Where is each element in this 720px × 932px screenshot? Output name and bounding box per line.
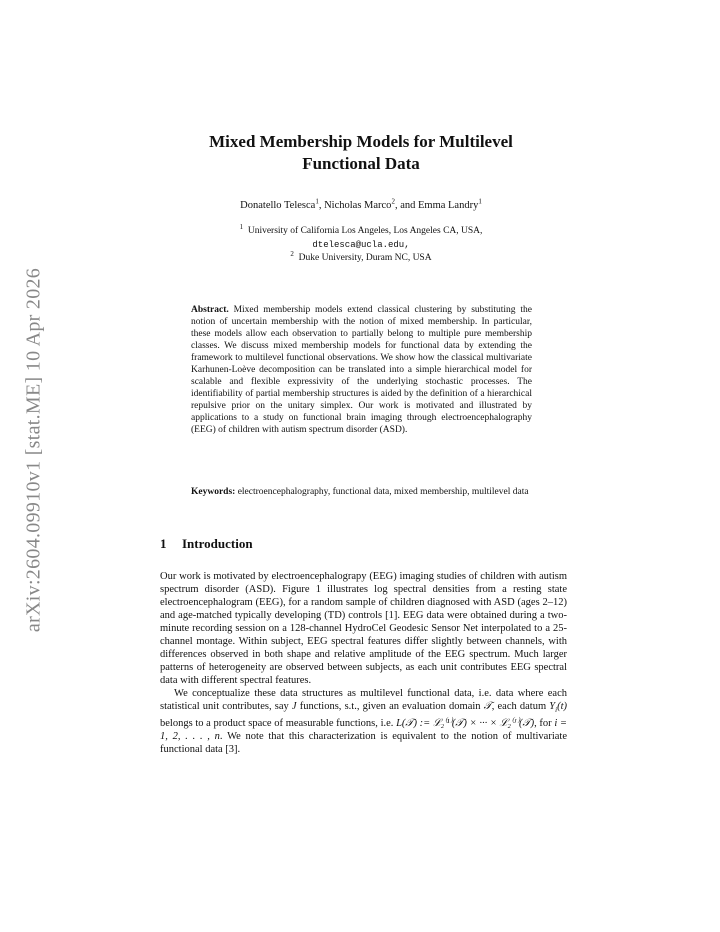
affil-mark: 1 — [239, 222, 244, 231]
author-list: Donatello Telesca$^1$, Nicholas Marco$^2$, and Emma Landry$^1$ — [240, 197, 482, 211]
math-symbol: Y — [549, 701, 556, 712]
section-number: 1 — [160, 536, 167, 551]
text-run: , for — [534, 718, 555, 730]
title-line-2: Functional Data — [302, 154, 420, 173]
abstract — [191, 304, 532, 436]
affil-text: Duke University, Duram NC, USA — [298, 253, 432, 263]
math-symbol: 𝒯 — [483, 701, 492, 712]
author-name: Emma Landry — [417, 200, 479, 211]
affil-mark: 2 — [290, 249, 294, 258]
section-heading — [160, 536, 253, 552]
author-affil-mark: 1 — [315, 197, 319, 206]
text-run: functions, s.t., given an evaluation domain — [296, 701, 484, 712]
title-line-1: Mixed Membership Models for Multilevel — [209, 132, 513, 151]
paragraph-1: Our work is motivated by electroencephalograpy (EEG) imaging studies of children with autism spectrum disorder (ASD). Figure 1 illustrates log spectral densities from a resting state electroencephalogram (EEG), for a random sample of children diagnosed with ASD (ages 2–12) and age-matched typically developing (TD) controls [1]. EEG data were obtained during a two-minute recording session on a 128-channel HydroCel Geodesic Sensor Net interpolated to a 25-channel montage. Within subject, EEG spectral features differ slightly between channels, with differences observed in both shape and relative amplitude of the EEG spectrum. Much larger patterns of heterogeneity are observed between subjects, as each unit contributes EEG spectral data with different spectral features. — [160, 571, 567, 686]
paper-title — [160, 131, 562, 175]
author-affil-mark: 1 — [478, 197, 482, 206]
abstract-text: Mixed membership models extend classical clustering by substituting the notion of uncertain membership with the notion of mixed membership. In particular, these models allow each observation to partially belong to multiple pure membership classes. We discuss mixed membership models for functional data by extending the framework to multilevel functional observations. We show how the classical multivariate Karhunen-Loève decomposition can be translated into a simple hierarchical model for scalable and flexible expressivity of the underlying stochastic processes. The identifiability of partial membership structures is aided by the definition of a hierarchical repulsive prior on the unitary simplex. Our work is motivated and illustrated by applications to a study on functional brain imaging through electroencephalography (EEG) of children with autism spectrum disorder (ASD). — [191, 305, 533, 435]
affiliation-1 — [160, 222, 562, 239]
author-name: Donatello Telesca — [240, 200, 316, 211]
arxiv-id: arXiv:2604.09910v1 [stat.ME] 10 Apr 2026 — [22, 267, 45, 633]
affiliation-2 — [160, 249, 562, 266]
author-name: Nicholas Marco — [324, 200, 392, 211]
affiliations — [160, 222, 562, 266]
affil-text: University of California Los Angeles, Los Angeles CA, USA, — [247, 226, 483, 236]
author-email: dtelesca@ucla.edu, — [312, 239, 410, 250]
section-title: Introduction — [182, 536, 253, 551]
author-affil-mark: 2 — [391, 197, 395, 206]
paragraph-2 — [160, 687, 567, 756]
math-subscript: i — [555, 706, 558, 715]
text-run: belongs to a product space of measurable functions, i.e. — [160, 718, 397, 730]
keywords — [191, 486, 532, 498]
text-run: , each datum — [491, 701, 550, 712]
section-body — [160, 570, 567, 756]
math-symbol: (t) — [557, 701, 567, 712]
keywords-label: Keywords: — [191, 487, 236, 497]
keywords-text: electroencephalography, functional data, mixed membership, multilevel data — [237, 487, 529, 497]
math-symbol: i = 1, 2, . . . , n — [160, 718, 568, 743]
abstract-label: Abstract. — [191, 305, 229, 315]
text-run: We conceptualize these data structures as multilevel functional data, i.e. data where each statistical unit contributes, say — [160, 688, 567, 712]
math-symbol: J — [291, 701, 297, 712]
math-equation: L(𝒯) := ℒ₂⁽¹⁾(𝒯) × ··· × ℒ₂⁽ᴶ⁾(𝒯) — [396, 718, 535, 730]
arxiv-sidebar-stamp — [14, 250, 54, 650]
affiliation-email — [160, 239, 562, 253]
text-run: . We note that this characterization is equivalent to the notion of multivariate functional data [3]. — [160, 731, 567, 756]
